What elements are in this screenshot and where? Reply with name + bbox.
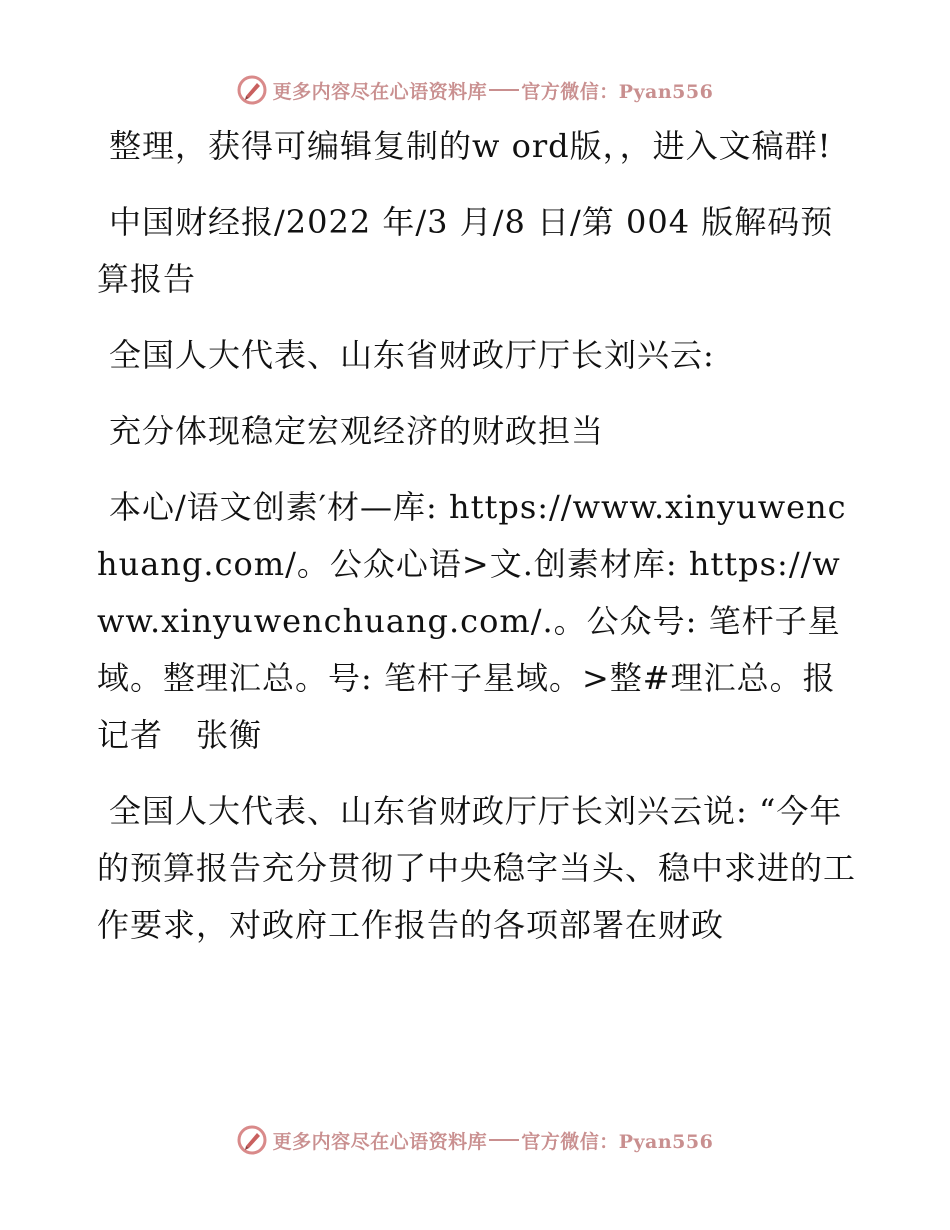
watermark-separator [489,1139,519,1141]
paragraph-byline-title: 全国人大代表、山东省财政厅厅长刘兴云: [109,336,715,374]
watermark-text: 更多内容尽在心语资料库 [272,1130,488,1153]
logo-icon [237,1125,267,1155]
header-watermark [0,70,950,110]
paragraph-headline: 充分体现稳定宏观经济的财政担当 [109,412,605,450]
watermark-text: 更多内容尽在心语资料库 [272,80,488,103]
document-body [97,118,857,954]
footer-watermark [0,1120,950,1160]
paragraph-quote: 全国人大代表、山东省财政厅厅长刘兴云说: “今年的预算报告充分贯彻了中央稳字当头、稳中求进的工作要求，对政府工作报告的各项部署在财政 [97,792,857,944]
paragraph-source: 中国财经报/2022 年/3 月/8 日/第 004 版解码预算报告 [97,203,834,298]
logo-icon [237,75,267,105]
watermark-separator [489,89,519,91]
watermark-suffix: 官方微信：Pyan556 [521,80,714,103]
paragraph-material-note: 本心/语文创素′材—库: https://www.xinyuwenchuang.com/。公众心语>文.创素材库: https://www.xinyuwenchuang.com/.。公众号: 笔杆子星域。整理汇总。号: 笔杆子星域。>整#理汇总。报记者 张衡 [97,488,847,754]
watermark-suffix: 官方微信：Pyan556 [521,1130,714,1153]
paragraph-intro: 整理，获得可编辑复制的w ord版，，进入文稿群! [109,127,832,165]
